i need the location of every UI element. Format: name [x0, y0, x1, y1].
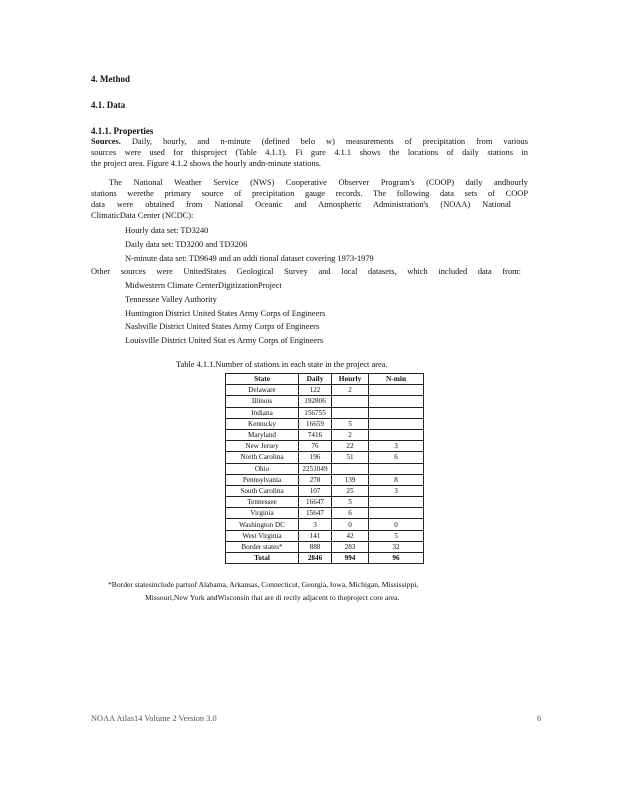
table-row — [226, 530, 424, 541]
cell-hourly: 51 — [332, 452, 369, 463]
table-row — [226, 441, 424, 452]
coop-dataset-item: N-minute data set: TD9649 and an addi tional dataset covering 1973-1979 — [125, 254, 374, 263]
cell-nmin: 8 — [369, 474, 424, 485]
cell-state: Illinois — [226, 396, 299, 407]
nws-paragraph — [91, 177, 528, 221]
cell-hourly: 5 — [332, 497, 369, 508]
table-row — [226, 396, 424, 407]
cell-daily: 15647 — [299, 508, 332, 519]
cell-state: Kentucky — [226, 418, 299, 429]
cell-daily: 141 — [299, 530, 332, 541]
cell-hourly: 6 — [332, 508, 369, 519]
cell-nmin — [369, 396, 424, 407]
cell-hourly: 2 — [332, 385, 369, 396]
stations-table — [225, 373, 424, 564]
cell-nmin: 32 — [369, 541, 424, 552]
column-header-hourly: Hourly — [332, 374, 369, 385]
table-total-row — [226, 553, 424, 564]
cell-state: New Jersey — [226, 441, 299, 452]
cell-daily: 7416 — [299, 429, 332, 440]
cell-hourly — [332, 407, 369, 418]
cell-nmin — [369, 418, 424, 429]
cell-state: Pennsylvania — [226, 474, 299, 485]
cell-nmin — [369, 429, 424, 440]
table-row — [226, 508, 424, 519]
table-row — [226, 452, 424, 463]
sources-line-2: sources were used for thisproject (Table 4.1.1). Fi gure 4.1.1 shows the locations of daily stations in — [91, 148, 528, 157]
cell-state: Indiana — [226, 407, 299, 418]
cell-nmin — [369, 508, 424, 519]
cell-hourly: 5 — [332, 418, 369, 429]
nws-line-3: data were obtained from National Oceanic and Atmospheric Administration's (NOAA) National — [91, 200, 511, 209]
column-header-state: State — [226, 374, 299, 385]
table-row — [226, 429, 424, 440]
cell-state: West Virginia — [226, 530, 299, 541]
table-row — [226, 497, 424, 508]
cell-state: Maryland — [226, 429, 299, 440]
cell-hourly: 2 — [332, 429, 369, 440]
table-row — [226, 418, 424, 429]
cell-hourly: 22 — [332, 441, 369, 452]
total-cell-hourly: 994 — [332, 553, 369, 564]
cell-daily: 2251049 — [299, 463, 332, 474]
table-row — [226, 485, 424, 496]
cell-daily: 107 — [299, 485, 332, 496]
cell-daily: 156755 — [299, 407, 332, 418]
cell-nmin: 6 — [369, 452, 424, 463]
sources-line-1: Daily, hourly, and n-minute (defined belo w) measurements of precipitation from various — [131, 137, 529, 146]
sources-line-3: the project area. Figure 4.1.2 shows the hourly andn-minute stations. — [91, 159, 322, 168]
cell-daily: 16659 — [299, 418, 332, 429]
cell-hourly: 42 — [332, 530, 369, 541]
page-footer-title: NOAA Atlas14 Volume 2 Version 3.0 — [91, 714, 217, 723]
total-cell-state: Total — [226, 553, 299, 564]
cell-daily: 3 — [299, 519, 332, 530]
cell-nmin: 3 — [369, 441, 424, 452]
cell-nmin — [369, 463, 424, 474]
nws-line-4: ClimaticData Center (NCDC): — [91, 211, 194, 220]
other-sources-line: Other sources were UnitedStates Geological Survey and local datasets, which included data from: — [91, 267, 521, 276]
cell-daily: 122 — [299, 385, 332, 396]
section-heading-data: 4.1. Data — [91, 100, 126, 110]
cell-daily: 76 — [299, 441, 332, 452]
nws-line-1: The National Weather Service (NWS) Cooperative Observer Program's (COOP) daily andhourly — [109, 178, 528, 187]
sources-paragraph — [91, 136, 528, 169]
table-body — [226, 385, 424, 564]
table-header-row — [226, 374, 424, 385]
cell-hourly: 283 — [332, 541, 369, 552]
cell-hourly: 0 — [332, 519, 369, 530]
table-row — [226, 519, 424, 530]
cell-nmin — [369, 385, 424, 396]
column-header-nmin: N-min — [369, 374, 424, 385]
table-row — [226, 463, 424, 474]
table-row — [226, 385, 424, 396]
coop-dataset-item: Hourly data set: TD3240 — [125, 226, 209, 235]
table-footnote-line-1: *Border statesinclude partsof Alabama, Arkansas, Connecticut, Georgia, Iowa, Michigan, Mississippi, — [108, 580, 419, 589]
table-row — [226, 541, 424, 552]
sources-label: Sources. — [91, 137, 121, 146]
section-heading-properties: 4.1.1. Properties — [91, 126, 154, 136]
other-dataset-item: Nashville District United States Army Corps of Engineers — [125, 322, 320, 331]
cell-hourly — [332, 396, 369, 407]
cell-nmin: 0 — [369, 519, 424, 530]
cell-daily: 192806 — [299, 396, 332, 407]
cell-nmin — [369, 497, 424, 508]
cell-daily: 888 — [299, 541, 332, 552]
other-dataset-item: Huntington District United States Army Corps of Engineers — [125, 309, 326, 318]
cell-nmin — [369, 407, 424, 418]
cell-state: Washington DC — [226, 519, 299, 530]
cell-daily: 16647 — [299, 497, 332, 508]
cell-hourly — [332, 463, 369, 474]
table-row — [226, 474, 424, 485]
table-row — [226, 407, 424, 418]
cell-state: Ohio — [226, 463, 299, 474]
other-dataset-item: Midwestern Climate CenterDigitizationProject — [125, 281, 282, 290]
other-dataset-item: Louisville District United Stat es Army Corps of Engineers — [125, 336, 324, 345]
cell-state: Tennessee — [226, 497, 299, 508]
cell-hourly: 139 — [332, 474, 369, 485]
cell-state: Delaware — [226, 385, 299, 396]
page-number: 6 — [537, 714, 542, 723]
total-cell-daily: 2846 — [299, 553, 332, 564]
table-footnote-line-2: Missouri,New York andWisconsin that are di rectly adjacent to theproject core area. — [145, 593, 400, 602]
section-heading-method: 4. Method — [91, 74, 130, 84]
cell-state: North Carolina — [226, 452, 299, 463]
cell-state: Virginia — [226, 508, 299, 519]
column-header-daily: Daily — [299, 374, 332, 385]
cell-hourly: 25 — [332, 485, 369, 496]
nws-line-2: stations werethe primary source of precipitation gauge records. The following data sets of COOP — [91, 189, 528, 198]
cell-nmin: 3 — [369, 485, 424, 496]
coop-dataset-item: Daily data set: TD3200 and TD3206 — [125, 240, 248, 249]
cell-nmin: 5 — [369, 530, 424, 541]
total-cell-nmin: 96 — [369, 553, 424, 564]
table-caption: Table 4.1.1.Number of stations in each state in the project area. — [176, 360, 388, 369]
cell-daily: 278 — [299, 474, 332, 485]
cell-state: Border states* — [226, 541, 299, 552]
cell-daily: 196 — [299, 452, 332, 463]
cell-state: South Carolina — [226, 485, 299, 496]
other-dataset-item: Tennessee Valley Authority — [125, 295, 217, 304]
